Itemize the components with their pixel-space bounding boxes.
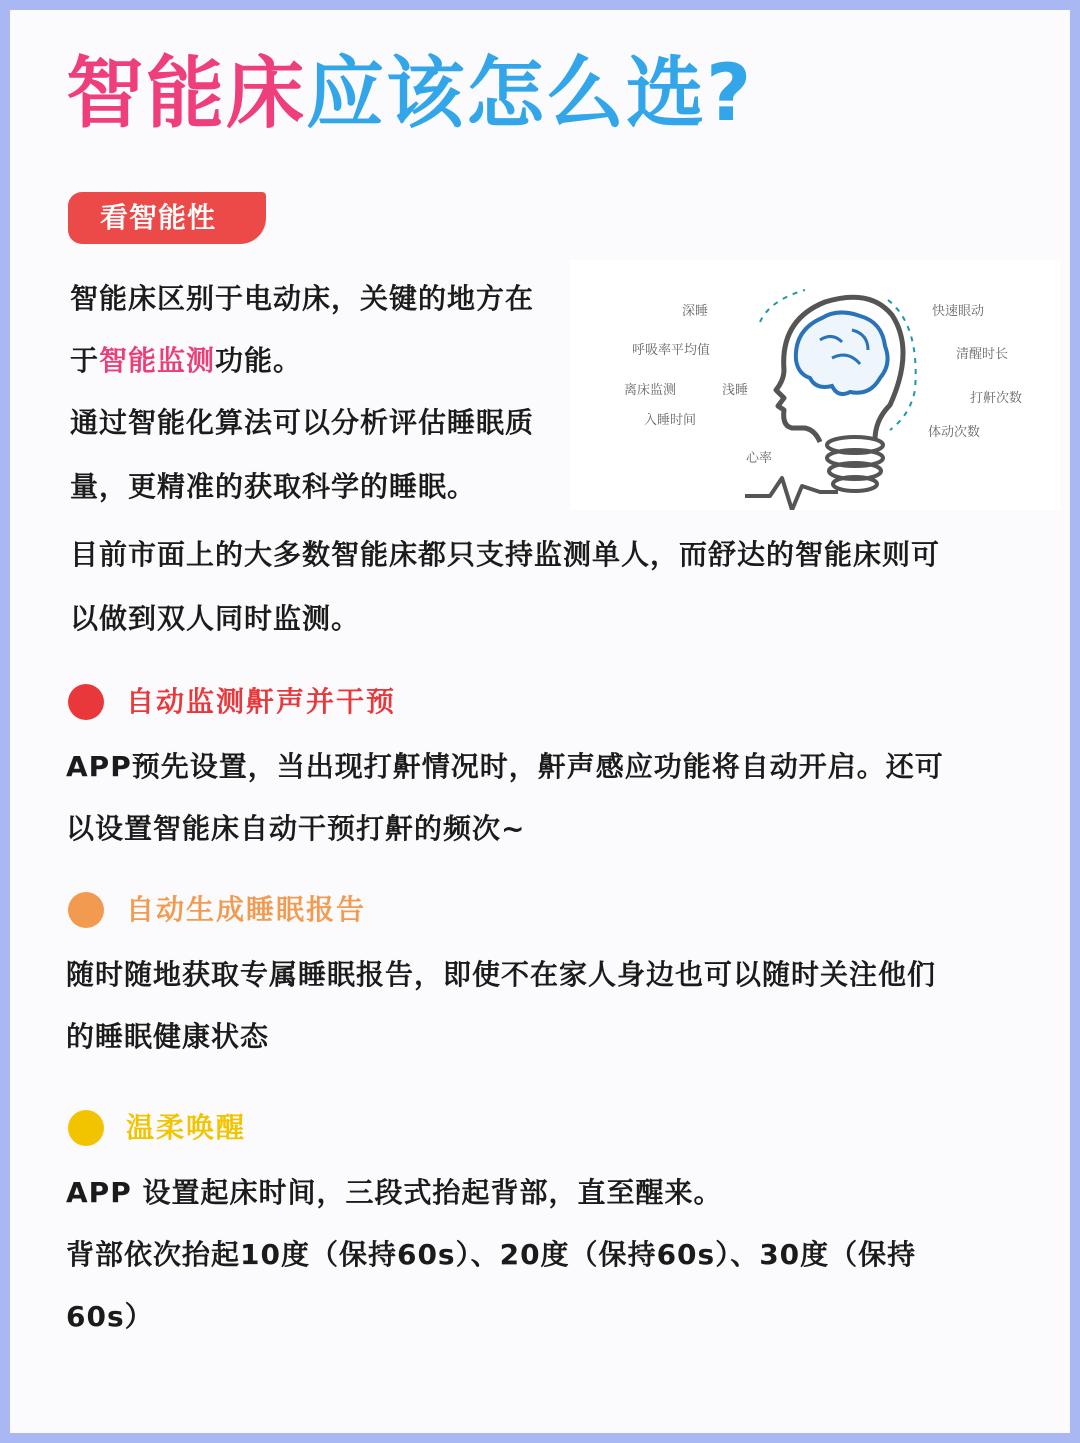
page-title xyxy=(66,48,753,142)
label-leave-bed: 离床监测 xyxy=(624,383,677,398)
intro-line-6: 以做到双人同时监测。 xyxy=(70,602,361,635)
label-rem: 快速眼动 xyxy=(932,304,985,319)
intro-line-5: 目前市面上的大多数智能床都只支持监测单人，而舒达的智能床则可 xyxy=(70,538,941,571)
label-deep-sleep: 深睡 xyxy=(682,304,709,319)
feature-body-line: APP 设置起床时间，三段式抬起背部，直至醒来。 xyxy=(66,1176,723,1209)
sleep-monitor-head-illustration xyxy=(570,260,1060,510)
feature-body-line: 60s） xyxy=(66,1300,154,1333)
intro-highlight: 智能监测 xyxy=(99,344,216,377)
title-part-pink: 智能床 xyxy=(66,49,307,139)
feature-body-line: APP预先设置，当出现打鼾情况时，鼾声感应功能将自动开启。还可 xyxy=(66,750,944,783)
label-move-count: 体动次数 xyxy=(928,425,981,440)
feature-title: 温柔唤醒 xyxy=(126,1111,247,1144)
title-part-blue: 应该怎么选? xyxy=(306,49,754,139)
label-light-sleep: 浅睡 xyxy=(722,383,749,398)
red-bullet-icon xyxy=(68,684,104,720)
intro-line-1: 智能床区别于电动床，关键的地方在 xyxy=(70,282,535,315)
label-sleep-onset: 入睡时间 xyxy=(644,413,697,428)
label-heart-rate: 心率 xyxy=(746,451,773,466)
feature-body-line: 背部依次抬起10度（保持60s）、20度（保持60s）、30度（保持 xyxy=(66,1238,917,1271)
intro-line-2-post: 功能。 xyxy=(215,344,303,377)
feature-body-line: 的睡眠健康状态 xyxy=(66,1020,270,1053)
post-card xyxy=(10,10,1070,1433)
intro-line-4: 量，更精准的获取科学的睡眠。 xyxy=(70,470,477,503)
label-awake-time: 清醒时长 xyxy=(956,347,1009,362)
orange-bullet-icon xyxy=(68,892,104,928)
feature-title: 自动监测鼾声并干预 xyxy=(126,685,397,718)
yellow-bullet-icon xyxy=(68,1110,104,1146)
label-breath-rate: 呼吸率平均值 xyxy=(632,343,711,358)
intro-line-2-pre: 于 xyxy=(70,344,100,377)
feature-title: 自动生成睡眠报告 xyxy=(126,893,367,926)
feature-body-line: 随时随地获取专属睡眠报告，即使不在家人身边也可以随时关注他们 xyxy=(66,958,937,991)
intro-line-2 xyxy=(70,330,302,392)
feature-body-line: 以设置智能床自动干预打鼾的频次~ xyxy=(66,812,526,845)
section-tag: 看智能性 xyxy=(68,192,266,244)
intro-line-3: 通过智能化算法可以分析评估睡眠质 xyxy=(70,406,535,439)
label-snore-count: 打鼾次数 xyxy=(970,391,1023,406)
